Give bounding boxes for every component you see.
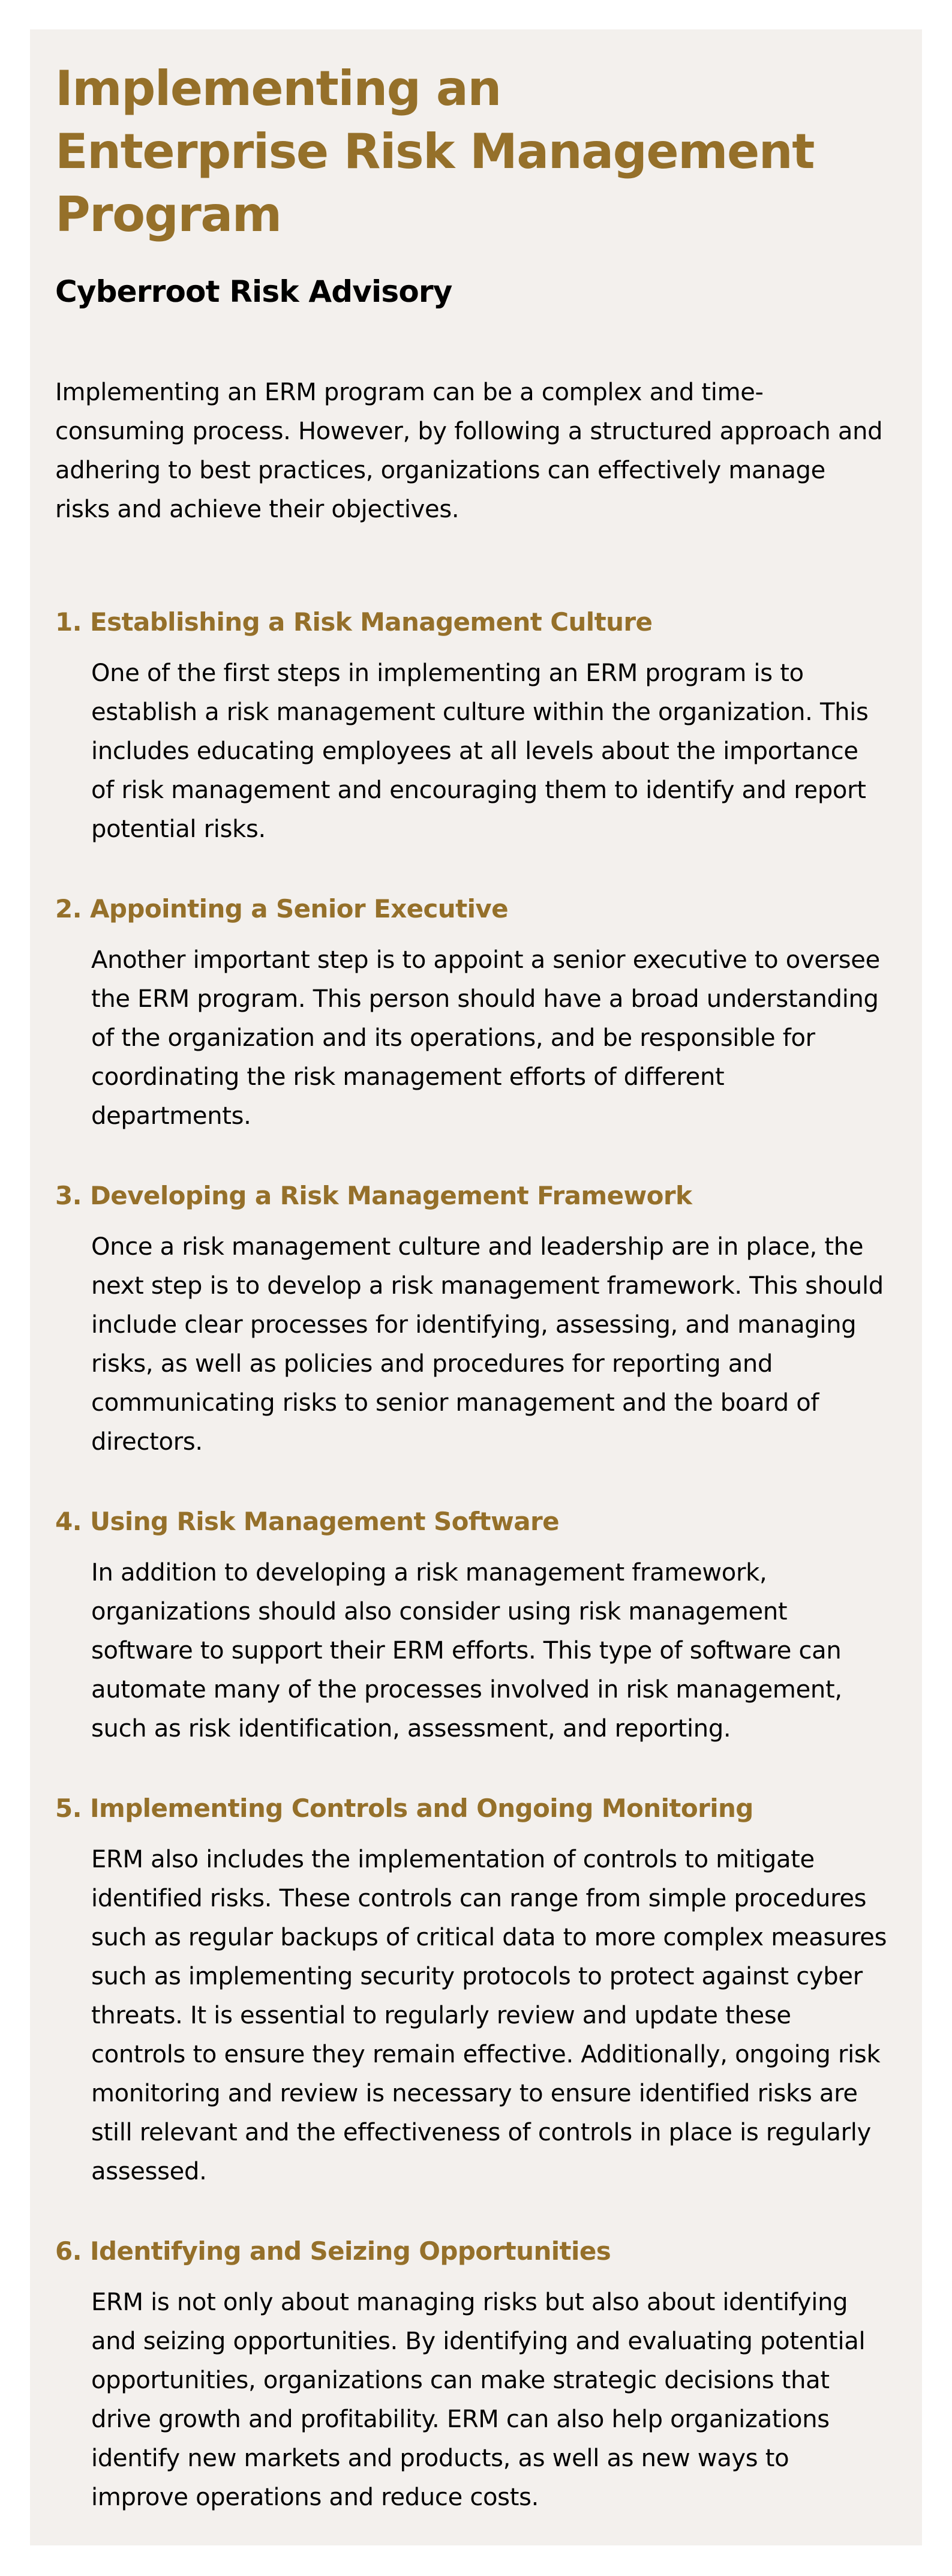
section-opportunities bbox=[55, 2233, 887, 2517]
section-heading: 5. Implementing Controls and Ongoing Monitoring bbox=[55, 1794, 753, 1823]
section-body: One of the first steps in implementing an ERM program is to establish a risk management culture within the organization. This includes educating employees at all levels about the importance of risk management and encouraging them to identify and report potential risks. bbox=[91, 659, 869, 843]
section-appointing-executive bbox=[55, 891, 887, 1136]
section-establishing-culture bbox=[55, 604, 887, 849]
section-body: Once a risk management culture and leadership are in place, the next step is to develop a risk management framework. This should include clear processes for identifying, assessing, and managing risks, as well as policies and procedures for reporting and communicating risks to senior management and the board of directors. bbox=[91, 1233, 884, 1456]
document-title bbox=[55, 57, 887, 246]
section-body: Another important step is to appoint a senior executive to oversee the ERM program. This person should have a broad understanding of the organization and its operations, and be responsible for coordinating the risk management efforts of different departments. bbox=[91, 946, 880, 1130]
document-subtitle: Cyberroot Risk Advisory bbox=[55, 274, 452, 309]
section-body: ERM also includes the implementation of controls to mitigate identified risks. These controls can range from simple procedures such as regular backups of critical data to more complex measures such as implementing security protocols to protect against cyber threats. It is essential to regularly review and update these controls to ensure they remain effective. Additionally, ongoing risk monitoring and review is necessary to ensure identified risks are still relevant and the effectiveness of controls in place is regularly assessed. bbox=[91, 1846, 887, 2185]
document-page bbox=[30, 29, 922, 2545]
section-heading: 1. Establishing a Risk Management Culture bbox=[55, 607, 653, 637]
section-using-software bbox=[55, 1504, 887, 1749]
section-heading: 2. Appointing a Senior Executive bbox=[55, 894, 509, 923]
section-body: ERM is not only about managing risks but also about identifying and seizing opportunities. By identifying and evaluating potential opportunities, organizations can make strategic decisions that drive growth and profitability. ERM can also help organizations identify new markets and products, as well as new ways to improve operations and reduce costs. bbox=[91, 2289, 866, 2511]
intro-paragraph: Implementing an ERM program can be a complex and time-consuming process. However, by following a structured approach and adhering to best practices, organizations can effectively manage risks and achieve their objectives. bbox=[55, 379, 883, 523]
section-list bbox=[55, 604, 887, 2517]
section-heading: 4. Using Risk Management Software bbox=[55, 1507, 559, 1536]
section-controls-monitoring bbox=[55, 1791, 887, 2191]
document-title-line-1: Implementing an bbox=[55, 61, 501, 116]
section-heading: 6. Identifying and Seizing Opportunities bbox=[55, 2236, 611, 2266]
document-title-line-2: Enterprise Risk Management Program bbox=[55, 124, 814, 242]
section-heading: 3. Developing a Risk Management Framework bbox=[55, 1181, 692, 1210]
section-body: In addition to developing a risk management framework, organizations should also consider using risk management software to support their ERM efforts. This type of software can automate many of the processes involved in risk management, such as risk identification, assessment, and reporting. bbox=[91, 1559, 842, 1743]
section-developing-framework bbox=[55, 1178, 887, 1462]
